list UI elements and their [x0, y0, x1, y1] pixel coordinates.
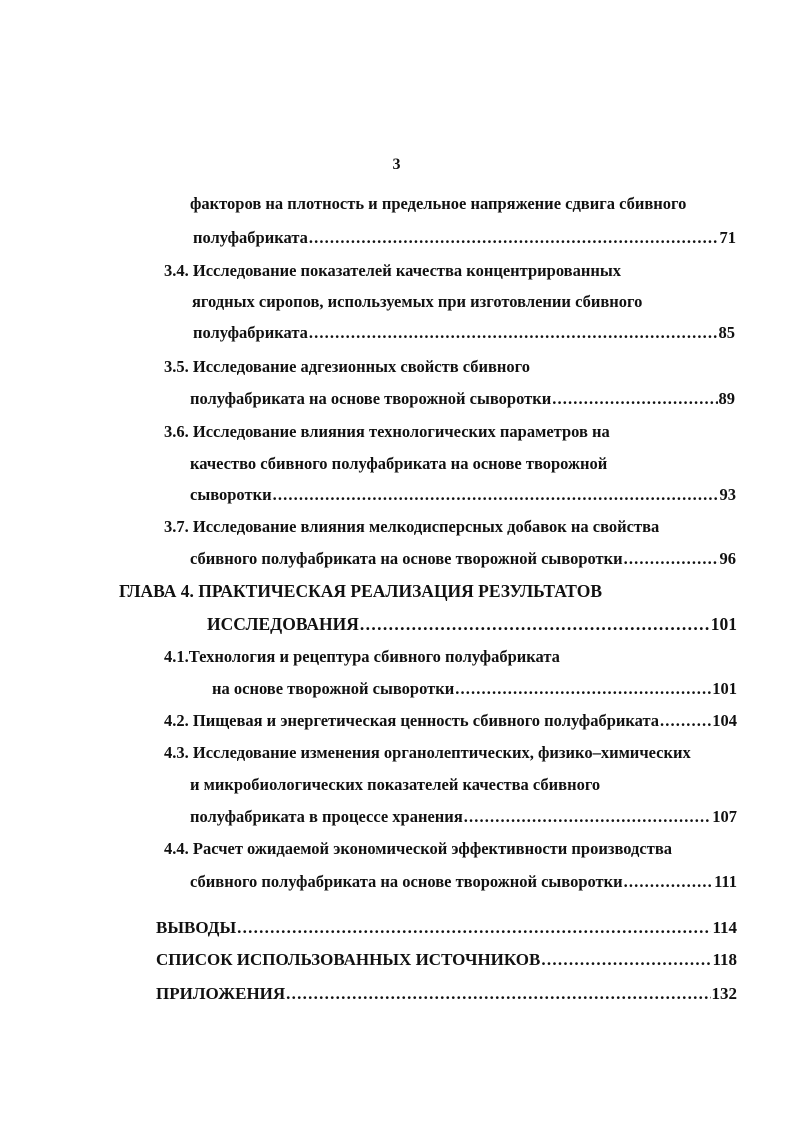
toc-entry[interactable]: [193, 227, 736, 249]
toc-line: [164, 421, 610, 443]
toc-entry[interactable]: [190, 871, 737, 893]
toc-text: ИССЛЕДОВАНИЯ: [207, 614, 359, 634]
toc-text: ягодных сиропов, используемых при изготовлении сбивного: [192, 292, 643, 311]
toc-entry[interactable]: [207, 613, 737, 635]
toc-text: 3.6. Исследование влияния технологических параметров на: [164, 422, 610, 441]
toc-page-number: 85: [718, 323, 735, 342]
dot-leader: [455, 678, 711, 700]
chapter-heading: [119, 580, 602, 602]
toc-page-number: 101: [712, 679, 737, 698]
page-number: 3: [392, 156, 401, 173]
toc-entry[interactable]: [190, 806, 737, 828]
toc-entry[interactable]: [156, 983, 737, 1005]
dot-leader: [660, 710, 711, 732]
toc-text: сбивного полуфабриката на основе творожной сыворотки: [190, 549, 623, 568]
toc-line: [164, 742, 691, 764]
toc-text: 4.3. Исследование изменения органолептических, физико–химических: [164, 743, 691, 762]
toc-text: ГЛАВА 4. ПРАКТИЧЕСКАЯ РЕАЛИЗАЦИЯ РЕЗУЛЬТАТОВ: [119, 581, 603, 601]
toc-entry[interactable]: [190, 548, 736, 570]
toc-line: [190, 774, 600, 796]
toc-text: 3.7. Исследование влияния мелкодисперсных добавок на свойства: [164, 517, 660, 536]
toc-text: и микробиологических показателей качества сбивного: [190, 775, 601, 794]
toc-page-number: 89: [718, 389, 735, 408]
toc-text: 4.2. Пищевая и энергетическая ценность сбивного полуфабриката: [164, 711, 660, 730]
dot-leader: [464, 806, 712, 828]
dot-leader: [237, 917, 711, 939]
toc-line: [164, 356, 530, 378]
dot-leader: [552, 388, 717, 410]
toc-line: [192, 291, 642, 313]
toc-text: факторов на плотность и предельное напряжение сдвига сбивного: [190, 194, 687, 213]
toc-entry[interactable]: [164, 710, 737, 732]
toc-text: ВЫВОДЫ: [156, 918, 237, 937]
toc-text: сыворотки: [190, 485, 272, 504]
toc-text: 3.5. Исследование адгезионных свойств сбивного: [164, 357, 531, 376]
toc-page-number: 93: [719, 485, 736, 504]
dot-leader: [286, 983, 710, 1005]
toc-page-number: 118: [712, 950, 737, 969]
toc-line: [164, 260, 621, 282]
toc-page-number: 71: [719, 228, 736, 247]
toc-text: СПИСОК ИСПОЛЬЗОВАННЫХ ИСТОЧНИКОВ: [156, 950, 541, 969]
dot-leader: [309, 227, 719, 249]
toc-page-number: 107: [712, 807, 737, 826]
toc-line: [190, 193, 686, 215]
toc-page-number: 96: [719, 549, 736, 568]
dot-leader: [360, 613, 710, 635]
toc-entry[interactable]: [193, 322, 735, 344]
toc-text: полуфабриката: [193, 228, 308, 247]
dot-leader: [273, 484, 719, 506]
toc-text: 4.4. Расчет ожидаемой экономической эффективности производства: [164, 839, 672, 858]
toc-entry[interactable]: [156, 949, 737, 971]
toc-line: [190, 453, 607, 475]
toc-page-number: 132: [711, 984, 737, 1003]
toc-text: полуфабриката в процессе хранения: [190, 807, 463, 826]
toc-text: полуфабриката на основе творожной сыворотки: [190, 389, 552, 408]
toc-page-number: 104: [712, 711, 737, 730]
toc-text: сбивного полуфабриката на основе творожной сыворотки: [190, 872, 623, 891]
toc-text: ПРИЛОЖЕНИЯ: [156, 984, 286, 1003]
dot-leader: [309, 322, 718, 344]
toc-text: качество сбивного полуфабриката на основе творожной: [190, 454, 608, 473]
toc-line: [164, 838, 672, 860]
toc-page-number: 101: [710, 614, 737, 634]
dot-leader: [624, 548, 719, 570]
toc-line: [164, 516, 659, 538]
toc-page-number: 114: [712, 918, 737, 937]
toc-text: на основе творожной сыворотки: [212, 679, 455, 698]
toc-entry[interactable]: [212, 678, 737, 700]
toc-entry[interactable]: [190, 388, 735, 410]
toc-page-number: 111: [714, 872, 737, 891]
toc-entry[interactable]: [190, 484, 736, 506]
toc-text: полуфабриката: [193, 323, 308, 342]
dot-leader: [541, 949, 711, 971]
toc-text: 4.1.Технология и рецептура сбивного полуфабриката: [164, 647, 560, 666]
toc-line: [164, 646, 560, 668]
dot-leader: [624, 871, 713, 893]
toc-text: 3.4. Исследование показателей качества концентрированных: [164, 261, 621, 280]
toc-entry[interactable]: [156, 917, 737, 939]
